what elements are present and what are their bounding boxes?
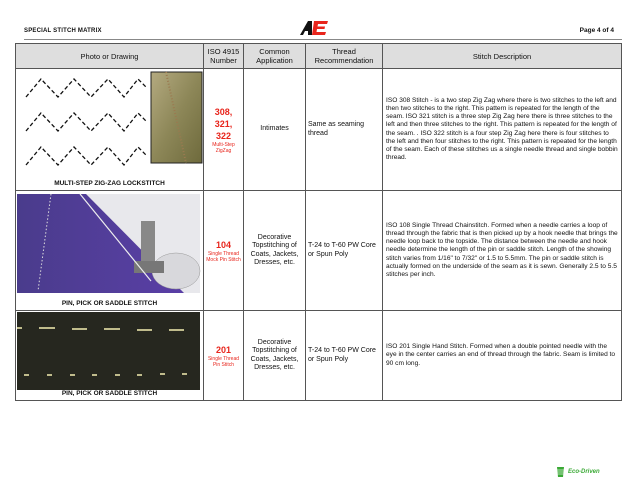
iso-subtitle: Single Thread Pin Stitch xyxy=(207,355,240,368)
photo-cell xyxy=(16,69,204,191)
photo-cell xyxy=(16,311,204,401)
iso-cell xyxy=(204,69,244,191)
header-divider xyxy=(24,39,622,40)
iso-cell xyxy=(204,311,244,401)
pin-stitch-photo xyxy=(16,311,203,401)
iso-subtitle: Multi-Step ZigZag xyxy=(212,141,235,154)
application-cell: Decorative Topstitching of Coats, Jackets, Dresses, etc. xyxy=(244,191,306,311)
sewing-machine-photo xyxy=(16,191,203,311)
thread-spool-icon xyxy=(556,466,565,478)
table-row xyxy=(16,311,622,401)
iso-number: 201 xyxy=(215,344,232,355)
column-header-description: Stitch Description xyxy=(383,44,622,69)
photo-caption: MULTI-STEP ZIG-ZAG LOCKSTITCH xyxy=(54,180,165,187)
document-title: SPECIAL STITCH MATRIX xyxy=(24,28,102,34)
iso-subtitle: Single Thread Mock Pin Stitch xyxy=(206,250,241,263)
column-header-thread: Thread Recommendation xyxy=(306,44,383,69)
column-header-photo: Photo or Drawing xyxy=(16,44,204,69)
column-header-iso: ISO 4915 Number xyxy=(204,44,244,69)
photo-caption: PIN, PICK OR SADDLE STITCH xyxy=(61,390,158,397)
thread-cell: T-24 to T-60 PW Core or Spun Poly xyxy=(306,311,383,401)
photo-caption: PIN, PICK OR SADDLE STITCH xyxy=(61,300,158,307)
column-header-application: Common Application xyxy=(244,44,306,69)
thread-cell: Same as seaming thread xyxy=(306,69,383,191)
description-cell: ISO 308 Stitch - is a two step Zig Zag where there is two stitches to the left and then two stitches to the right. This pattern is repeated for the length of the seam. ISO 321 stitch is a three step Zig Zag here there is three stitches to the left and then three stitches to the right. This pattern is repeated for the length of the seam. . ISO 322 stitch is a four step Zig Zag here there is four stitches to the left and then four stitches to the right. This pattern is repeated for the length of the seam. Each of these stitches us a single needle thread and single bobbin thread. xyxy=(383,69,622,191)
page-number: Page 4 of 4 xyxy=(579,27,614,34)
application-cell: Intimates xyxy=(244,69,306,191)
description-cell: ISO 108 Single Thread Chainstitch. Formed when a needle carries a loop of thread through the fabric that is then picked up by a hook needle that brings the needle loop back to the topside. The distance between the needle and hook needle determine the length of the pin or saddle stitch. Length of the showing stitch varies from 1/16" to 7/32" or 1.5 to 5.5mm. The pin or saddle stitch is actually formed on the underside of the seam as it is sewn. Generally 2.5 to 5.5 stitches per inch. xyxy=(383,191,622,311)
iso-number: 308, xyxy=(214,106,233,117)
application-cell: Decorative Topstitching of Coats, Jackets, Dresses, etc. xyxy=(244,311,306,401)
eco-driven-logo xyxy=(556,466,600,478)
table-row xyxy=(16,69,622,191)
iso-number: 321, xyxy=(214,118,233,129)
ae-logo xyxy=(298,20,334,36)
stitch-matrix-table xyxy=(15,43,622,401)
iso-number: 322 xyxy=(215,130,232,141)
table-row xyxy=(16,191,622,311)
zigzag-drawing xyxy=(16,69,203,191)
description-cell: ISO 201 Single Hand Stitch. Formed when a double pointed needle with the eye in the center carries an end of thread through the fabric. Seam is limited to 90 cm long. xyxy=(383,311,622,401)
photo-cell xyxy=(16,191,204,311)
iso-number: 104 xyxy=(215,239,232,250)
iso-cell xyxy=(204,191,244,311)
table-header-row xyxy=(16,44,622,69)
thread-cell: T-24 to T-60 PW Core or Spun Poly xyxy=(306,191,383,311)
eco-driven-text: Eco-Driven xyxy=(568,469,600,475)
